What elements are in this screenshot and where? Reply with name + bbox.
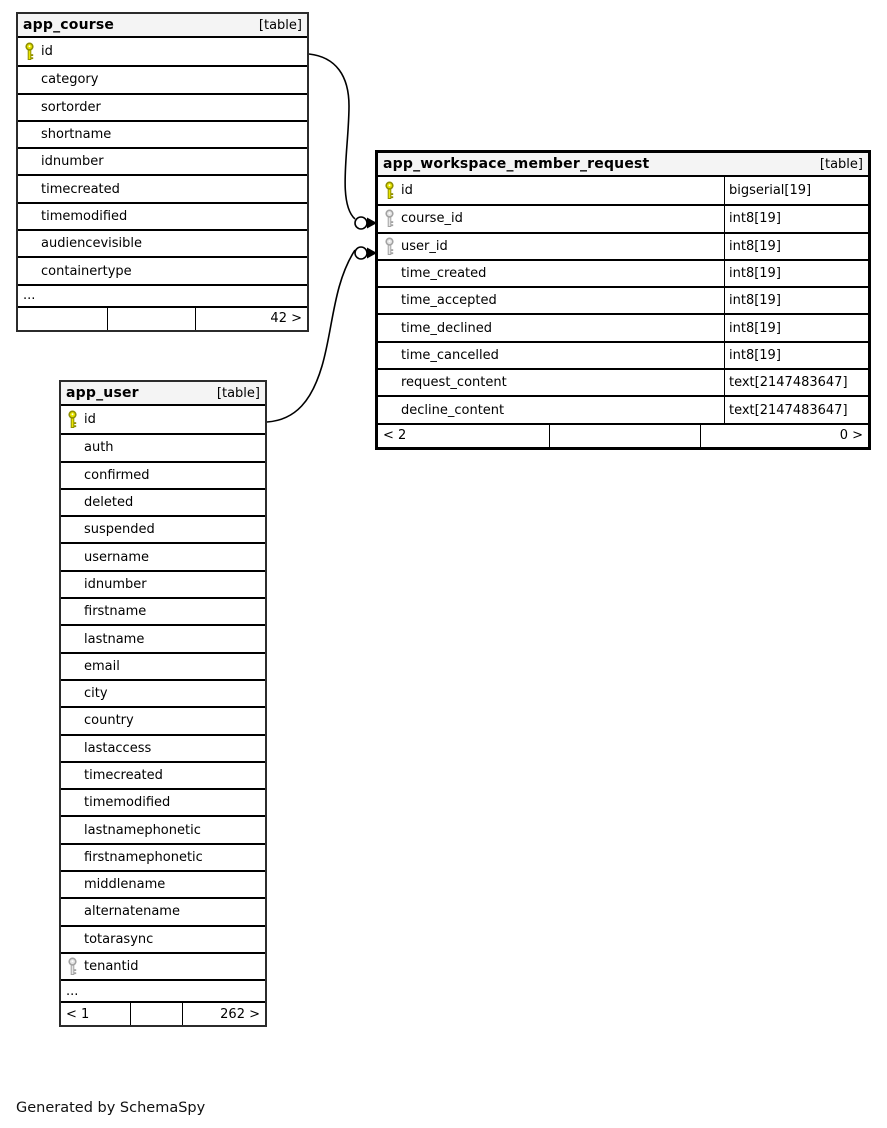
column-row-idnumber (61, 570, 265, 597)
foreign-key-icon (61, 957, 84, 976)
column-name: username (84, 549, 149, 565)
footer-degree-right: 262 > (182, 1003, 265, 1025)
column-row-timecreated (18, 174, 307, 201)
column-rows (61, 406, 265, 979)
column-row-confirmed (61, 461, 265, 488)
column-row-city (61, 679, 265, 706)
column-row-suspended (61, 515, 265, 542)
footer-degree-left (18, 308, 107, 330)
column-type: int8[19] (724, 288, 868, 313)
column-type: text[2147483647] (724, 397, 868, 422)
column-name: id (84, 412, 96, 428)
column-row-firstnamephonetic (61, 843, 265, 870)
footer-degree-right: 0 > (700, 425, 868, 447)
column-name: course_id (401, 211, 463, 227)
column-row-idnumber (18, 147, 307, 174)
table-name: app_workspace_member_request (383, 156, 650, 172)
column-name: time_created (401, 266, 487, 282)
column-name: lastnamephonetic (84, 822, 201, 838)
footer-middle-cell (107, 308, 195, 330)
column-row-shortname (18, 120, 307, 147)
column-row-username (61, 542, 265, 569)
column-row-containertype (18, 256, 307, 283)
column-row-totarasync (61, 925, 265, 952)
table-node-app_course[interactable] (16, 12, 309, 332)
column-name: shortname (41, 127, 112, 143)
column-type: int8[19] (724, 234, 868, 259)
column-name: user_id (401, 238, 448, 254)
column-name: timecreated (84, 768, 163, 783)
column-name: time_accepted (401, 293, 497, 309)
column-type: int8[19] (724, 315, 868, 340)
column-row-country (61, 706, 265, 733)
column-name: idnumber (41, 154, 104, 170)
column-type: int8[19] (724, 206, 868, 231)
table-header (18, 14, 307, 38)
foreign-key-icon (378, 209, 401, 228)
table-footer (18, 306, 307, 330)
column-row-sortorder (18, 93, 307, 120)
column-row-time_created (378, 259, 868, 286)
column-row-lastname (61, 624, 265, 651)
column-name: confirmed (84, 467, 150, 483)
column-name: country (84, 713, 134, 729)
column-row-time_cancelled (378, 341, 868, 368)
table-name: app_user (66, 385, 139, 401)
footer-degree-left: < 1 (66, 1006, 90, 1022)
table-footer (61, 1001, 265, 1025)
cardinality-circle-icon (355, 247, 367, 259)
column-row-time_accepted (378, 286, 868, 313)
column-name: id (41, 44, 53, 60)
column-row-timemodified (18, 202, 307, 229)
table-header (61, 382, 265, 406)
column-name: firstname (84, 604, 147, 620)
column-name: request_content (401, 375, 507, 391)
column-name: middlename (84, 877, 166, 893)
column-row-lastaccess (61, 734, 265, 761)
primary-key-icon (61, 410, 84, 429)
primary-key-icon (378, 181, 401, 200)
column-rows (18, 38, 307, 284)
primary-key-icon (18, 42, 41, 61)
column-name: auth (84, 440, 114, 456)
column-name: totarasync (84, 931, 154, 947)
column-row-request_content (378, 368, 868, 395)
truncation-row: ... (18, 284, 307, 306)
column-name: idnumber (84, 576, 147, 592)
column-name: id (401, 183, 413, 199)
table-type-badge: [table] (258, 17, 302, 33)
column-row-timecreated (61, 761, 265, 788)
relationship-app_course-to-course_id (309, 54, 377, 229)
column-name: tenantid (84, 959, 139, 975)
column-row-alternatename (61, 897, 265, 924)
column-row-time_declined (378, 313, 868, 340)
column-row-id (61, 406, 265, 433)
column-rows (378, 177, 868, 423)
column-name: deleted (84, 495, 134, 511)
column-type: int8[19] (724, 261, 868, 286)
column-name: audiencevisible (41, 236, 143, 252)
column-row-timemodified (61, 788, 265, 815)
column-name: time_cancelled (401, 347, 499, 363)
column-name: time_declined (401, 320, 492, 336)
column-name: suspended (84, 522, 155, 538)
truncation-row: ... (61, 979, 265, 1001)
column-name: city (84, 686, 108, 702)
column-row-decline_content (378, 395, 868, 422)
column-row-deleted (61, 488, 265, 515)
column-row-audiencevisible (18, 229, 307, 256)
footer-degree-right: 42 > (195, 308, 307, 330)
generated-by-note: Generated by SchemaSpy (16, 1100, 206, 1116)
footer-degree-left: < 2 (383, 428, 407, 444)
column-row-lastnamephonetic (61, 815, 265, 842)
column-row-firstname (61, 597, 265, 624)
relationship-curve (309, 54, 355, 219)
cardinality-circle-icon (355, 217, 367, 229)
column-name: containertype (41, 263, 132, 279)
table-type-badge: [table] (819, 156, 863, 172)
column-row-id (18, 38, 307, 65)
column-name: timemodified (41, 208, 128, 224)
table-node-app_workspace_member_request[interactable] (375, 150, 871, 450)
column-name: firstnamephonetic (84, 849, 203, 865)
column-name: category (41, 72, 99, 88)
column-row-course_id (378, 204, 868, 231)
column-row-id (378, 177, 868, 204)
footer-middle-cell (130, 1003, 182, 1025)
column-row-category (18, 65, 307, 92)
column-type: text[2147483647] (724, 370, 868, 395)
column-name: email (84, 658, 120, 674)
column-name: timemodified (84, 795, 171, 811)
column-row-middlename (61, 870, 265, 897)
column-row-tenantid (61, 952, 265, 979)
table-node-app_user[interactable] (59, 380, 267, 1027)
table-footer (378, 423, 868, 447)
column-row-user_id (378, 232, 868, 259)
table-name: app_course (23, 17, 115, 33)
column-name: lastname (84, 631, 145, 647)
column-row-email (61, 652, 265, 679)
table-type-badge: [table] (216, 385, 260, 401)
column-name: sortorder (41, 99, 101, 115)
column-type: bigserial[19] (724, 177, 868, 204)
footer-middle-cell (549, 425, 700, 447)
table-header (378, 153, 868, 177)
column-row-auth (61, 433, 265, 460)
column-name: lastaccess (84, 740, 152, 756)
column-name: decline_content (401, 402, 505, 418)
column-name: alternatename (84, 904, 180, 920)
foreign-key-icon (378, 237, 401, 256)
column-type: int8[19] (724, 343, 868, 368)
column-name: timecreated (41, 181, 120, 197)
